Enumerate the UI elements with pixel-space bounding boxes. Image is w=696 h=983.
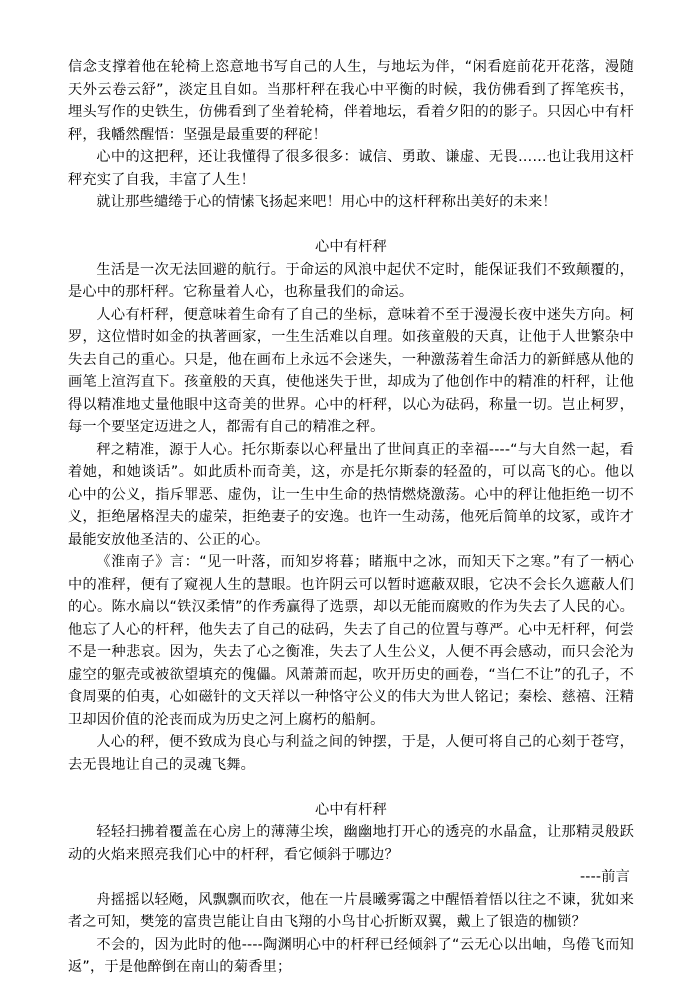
paragraph: 人心的秤，便不致成为良心与利益之间的钟摆，于是，人便可将自己的心刻于苍穹，去无畏地让自己的灵魂飞舞。 <box>68 734 634 773</box>
preface-paragraph: 轻轻扫拂着覆盖在心房上的薄薄尘埃，幽幽地打开心的透亮的水晶盒，让那精灵般跃动的火焰来照亮我们心中的杆秤，看它倾斜于哪边？ <box>68 824 634 863</box>
paragraph: 秤之精准，源于人心。托尔斯泰以心秤量出了世间真正的幸福----“与大自然一起，看着她，和她谈话”。如此质朴而奇美，这，亦是托尔斯泰的轻盈的，可以高飞的心。他以心中的公义，指斥罪恶、虚伪，让一生中生命的热情燃烧激荡。心中的秤让他拒绝一切不义，拒绝屠格涅夫的虚荣，拒绝妻子的安逸。也许一生动荡，他死后简单的坟冢，或许才最能安放他圣洁的、公正的心。 <box>68 441 634 548</box>
document-page <box>68 56 634 979</box>
essay-title: 心中有杆秤 <box>315 801 387 818</box>
paragraph: 心中的这把秤，还让我懂得了很多很多：诚信、勇敢、谦虚、无畏……也让我用这杆秤充实了自我，丰富了人生！ <box>68 149 634 188</box>
paragraph: 信念支撑着他在轮椅上恣意地书写自己的人生，与地坛为伴，“闲看庭前花开花落，漫随天外云卷云舒”，淡定且自如。当那杆秤在我心中平衡的时候，我仿佛看到了挥笔疾书，埋头写作的史铁生，仿佛看到了坐着轮椅，伴着地坛，看着夕阳的的影子。只因心中有杆秤，我幡然醒悟：坚强是最重要的秤砣！ <box>68 59 634 143</box>
paragraph: 就让那些缱绻于心的情愫飞扬起来吧！用心中的这杆秤称出美好的未来！ <box>96 194 557 210</box>
preface-label: ----前言 <box>579 869 630 885</box>
spacer <box>68 214 634 237</box>
paragraph: 不会的，因为此时的他----陶渊明心中的杆秤已经倾斜了“云无心以出岫，鸟倦飞而知返”，于是他醉倒在南山的菊香里； <box>68 936 634 975</box>
paragraph: 人心有杆秤，便意味着生命有了自己的坐标，意味着不至于漫漫长夜中迷失方向。柯罗，这位惜时如金的执著画家，一生生活难以自理。如孩童般的天真，让他于人世繁杂中失去自己的重心。只是，他在画布上永远不会迷失，一种激荡着生命活力的新鲜感从他的画笔上渲泻直下。孩童般的天真，使他迷失于世，却成为了他创作中的精准的杆秤，让他得以精准地丈量他眼中这奇美的世界。心中的杆秤，以心为砝码，称量一切。岂止柯罗，每一个要坚定迈进之人，都需有自己的精准之秤。 <box>68 306 634 435</box>
essay-title: 心中有杆秤 <box>315 239 387 255</box>
paragraph: 《淮南子》言：“见一叶落，而知岁将暮；睹瓶中之冰，而知天下之寒。”有了一柄心中的准秤，便有了窥视人生的慧眼。也许阴云可以暂时遮蔽双眼，它决不会长久遮蔽人们的心。陈水扁以“铁汉柔情”的作秀赢得了选票，却以无能而腐败的作为失去了人民的心。他忘了人心的杆秤，他失去了自己的砝码，失去了自己的位置与尊严。心中无杆秤，何尝不是一种悲哀。因为，失去了心之衡准，失去了人生公义，人便不再会感动，而只会沦为虚空的躯壳或被欲望填充的傀儡。风萧萧而起，吹开历史的画卷，“当仁不让”的孔子，不食周粟的伯夷，心如磁针的文天祥以一种恪守公义的伟大为世人铭记；秦桧、慈禧、汪精卫却因价值的沦丧而成为历史之河上腐朽的船舸。 <box>68 554 634 728</box>
paragraph: 舟摇摇以轻飏，风飘飘而吹衣，他在一片晨曦雾霭之中醒悟着悟以往之不谏，犹如来者之可知，樊笼的富贵岂能让自由飞翔的小鸟甘心折断双翼，戴上了银造的枷锁？ <box>68 891 634 930</box>
paragraph: 生活是一次无法回避的航行。于命运的风浪中起伏不定时，能保证我们不致颠覆的，是心中的那杆秤。它称量着人心，也称量我们的命运。 <box>68 261 634 300</box>
spacer <box>68 776 634 799</box>
